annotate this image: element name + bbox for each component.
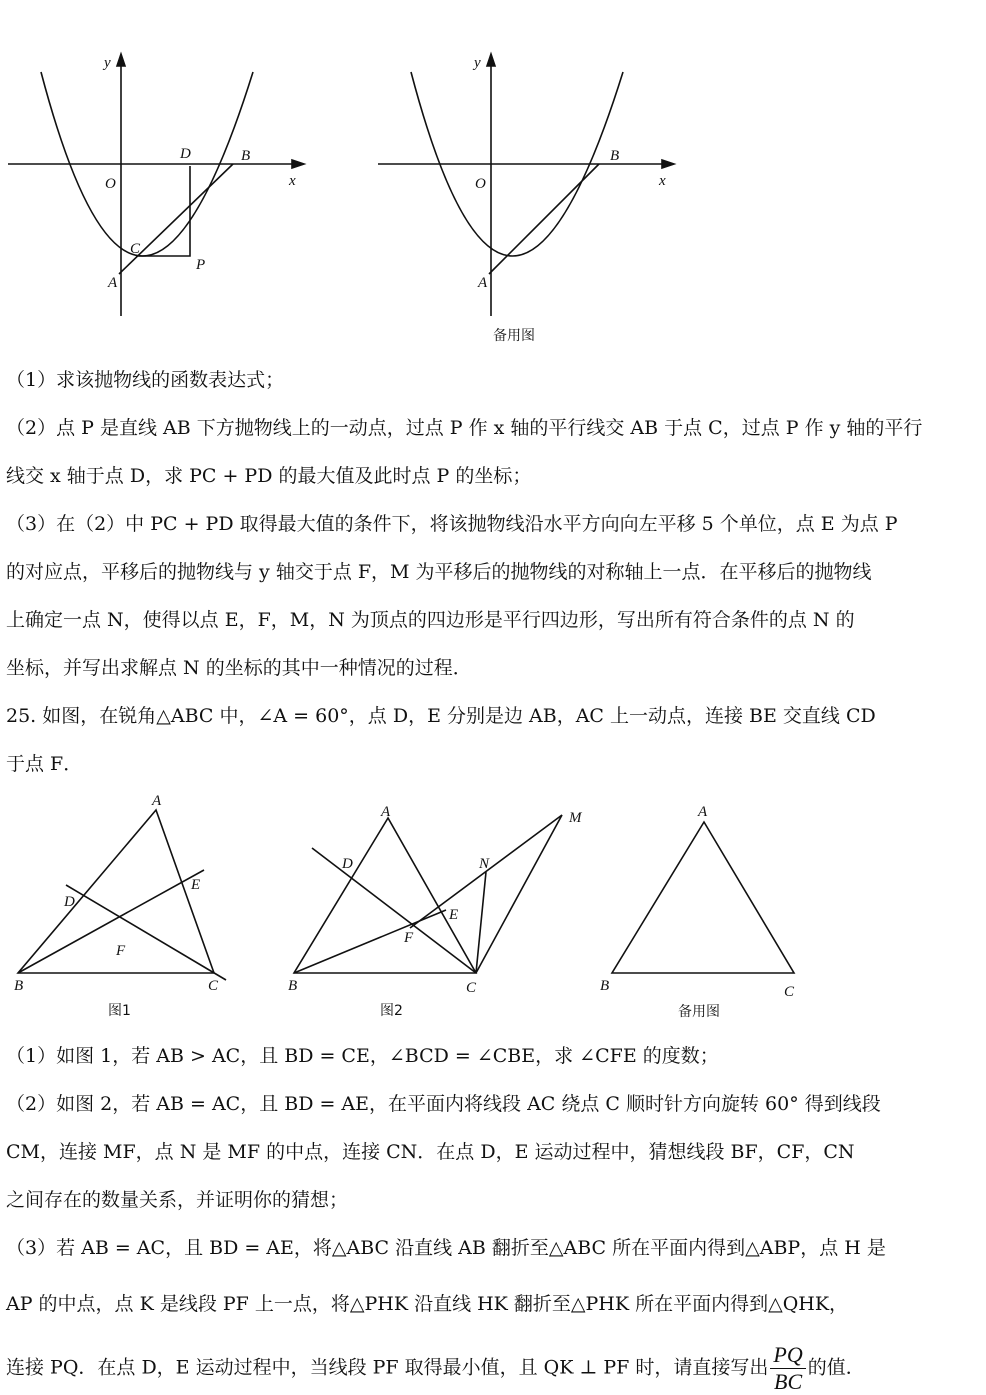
x-axis-label: x [659, 173, 666, 189]
segment-ab [119, 164, 233, 274]
fraction-denominator: BC [774, 1369, 803, 1394]
q24-part-3-line-1: （3）在（2）中 PC + PD 取得最大值的条件下，将该抛物线沿水平方向向左平移 5 个单位，点 E 为点 P [6, 513, 898, 535]
fraction-pq-over-bc [770, 1342, 805, 1395]
segment-cpd [136, 166, 190, 256]
point-label-a: A [108, 275, 118, 291]
q25-part-3-line-1: （3）若 AB = AC，且 BD = AE，将△ABC 沿直线 AB 翻折至△ABC 所在平面内得到△ABP，点 H 是 [6, 1237, 886, 1259]
point-label-b: B [241, 148, 251, 164]
point-label-a: A [478, 275, 488, 291]
point-label-f: F [116, 943, 126, 959]
triangle-abc [612, 822, 794, 973]
point-label-b: B [288, 978, 298, 994]
q24-part-3-line-3: 上确定一点 N，使得以点 E，F，M，N 为顶点的四边形是平行四边形，写出所有符合条件的点 N 的 [6, 609, 855, 631]
q25-part-3-line-2: AP 的中点，点 K 是线段 PF 上一点，将△PHK 沿直线 HK 翻折至△PHK 所在平面内得到△QHK， [6, 1293, 849, 1315]
q24-part-2-line-1: （2）点 P 是直线 AB 下方抛物线上的一动点，过点 P 作 x 轴的平行线交 AB 于点 C，过点 P 作 y 轴的平行 [6, 417, 923, 439]
y-axis-label: y [474, 55, 481, 71]
q25-part-2-line-2: CM，连接 MF，点 N 是 MF 的中点，连接 CN．在点 D，E 运动过程中，猜想线段 BF，CF，CN [6, 1141, 855, 1163]
triangle-figure-spare [596, 800, 806, 1022]
x-axis-arrow [292, 160, 304, 168]
q24-part-3-line-2: 的对应点，平移后的抛物线与 y 轴交于点 F，M 为平移后的抛物线的对称轴上一点．在平移后的抛物线 [6, 561, 872, 583]
x-axis-arrow [662, 160, 674, 168]
y-axis-label: y [104, 55, 111, 71]
point-label-a: A [381, 804, 391, 820]
q25-part-3-line-3 [6, 1342, 980, 1395]
line-be [18, 870, 204, 973]
triangle-figure-2 [284, 800, 594, 1022]
segment-ab [489, 164, 599, 274]
point-label-n: N [479, 856, 490, 872]
triangle-abc [294, 818, 476, 973]
point-label-c: C [130, 241, 141, 257]
point-label-m: M [569, 810, 582, 826]
origin-label: O [105, 176, 116, 192]
point-label-a: A [698, 804, 708, 820]
line-be [294, 910, 446, 973]
q25-intro-line-2: 于点 F． [6, 753, 83, 775]
point-label-c: C [784, 984, 795, 1000]
point-label-p: P [196, 257, 206, 273]
point-label-b: B [610, 148, 620, 164]
segment-cm [476, 815, 562, 973]
figure-caption: 备用图 [493, 328, 535, 344]
q25-part-3-line-3-text: 连接 PQ．在点 D，E 运动过程中，当线段 PF 取得最小值，且 QK ⊥ PF 时，请直接写出 [6, 1356, 769, 1379]
point-label-d: D [180, 146, 191, 162]
figure-caption: 备用图 [678, 1004, 720, 1020]
figure-caption: 图2 [380, 1003, 403, 1019]
y-axis-arrow [487, 54, 495, 66]
point-label-b: B [14, 978, 24, 994]
point-label-d: D [64, 894, 75, 910]
q24-part-1: （1）求该抛物线的函数表达式； [6, 369, 285, 391]
fraction-numerator: PQ [770, 1342, 805, 1369]
point-label-e: E [449, 907, 459, 923]
q25-part-1: （1）如图 1，若 AB > AC，且 BD = CE，∠BCD = ∠CBE，求 ∠CFE 的度数； [6, 1045, 719, 1067]
q24-part-2-line-2: 线交 x 轴于点 D，求 PC + PD 的最大值及此时点 P 的坐标； [6, 465, 532, 487]
point-label-a: A [152, 793, 162, 809]
y-axis-arrow [117, 54, 125, 66]
q25-part-2-line-3: 之间存在的数量关系，并证明你的猜想； [6, 1189, 349, 1211]
question-24 [6, 356, 980, 788]
figure-caption: 图1 [108, 1003, 131, 1019]
q25-intro-line-1: 25. 如图，在锐角△ABC 中，∠A = 60°，点 D，E 分别是边 AB，AC 上一动点，连接 BE 交直线 CD [6, 705, 876, 727]
point-label-e: E [191, 877, 201, 893]
q25-part-3-line-3-end: 的值． [807, 1356, 865, 1379]
triangle-figure-1 [8, 790, 248, 1022]
point-label-f: F [404, 930, 414, 946]
question-25-parts [6, 1032, 980, 1395]
point-label-c: C [466, 980, 477, 996]
origin-label: O [475, 176, 486, 192]
parabola-figure-main [8, 50, 318, 325]
point-label-b: B [600, 978, 610, 994]
q24-part-3-line-4: 坐标，并写出求解点 N 的坐标的其中一种情况的过程． [6, 657, 472, 679]
q25-part-2-line-1: （2）如图 2，若 AB = AC，且 BD = AE，在平面内将线段 AC 绕点 C 顺时针方向旋转 60° 得到线段 [6, 1093, 881, 1115]
point-label-c: C [208, 978, 219, 994]
x-axis-label: x [289, 173, 296, 189]
parabola-figure-spare [378, 50, 688, 350]
point-label-d: D [342, 856, 353, 872]
